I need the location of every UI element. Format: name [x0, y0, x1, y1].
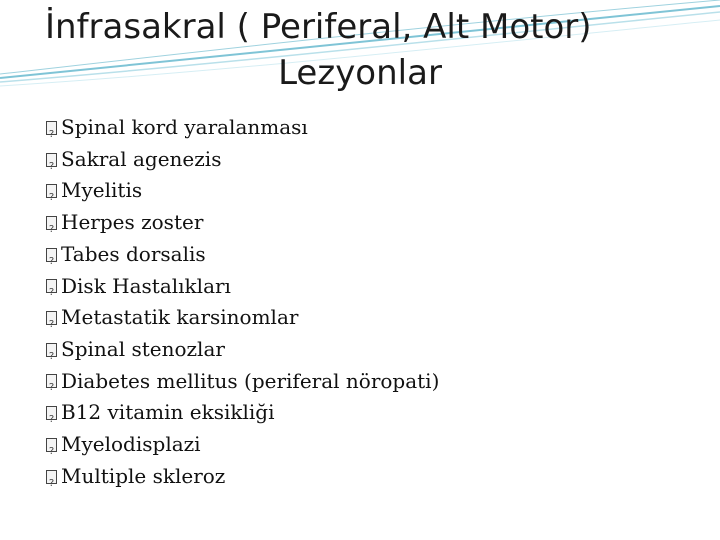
list-item-text: Tabes dorsalis [61, 241, 206, 266]
missing-glyph-box-icon [46, 184, 57, 198]
bullet-list [46, 112, 439, 492]
list-item [46, 429, 439, 461]
list-item [46, 397, 439, 429]
list-item-text: Spinal stenozlar [61, 336, 225, 361]
list-item-text: Spinal kord yaralanması [61, 115, 308, 139]
list-item [46, 112, 439, 144]
list-item [46, 366, 439, 398]
missing-glyph-box-icon [46, 470, 57, 484]
missing-glyph-box-icon [46, 216, 57, 230]
list-item-text: Sakral agenezis [61, 146, 222, 171]
list-item [46, 175, 439, 207]
missing-glyph-box-icon [46, 374, 57, 388]
slide-title [20, 4, 700, 96]
missing-glyph-box-icon [46, 153, 57, 167]
missing-glyph-box-icon [46, 343, 57, 357]
list-item [46, 461, 439, 493]
list-item [46, 271, 439, 303]
list-item [46, 239, 439, 271]
missing-glyph-box-icon [46, 121, 57, 135]
list-item-text: Multiple skleroz [61, 463, 226, 488]
list-item-text: Myelitis [61, 178, 143, 203]
list-item-text: Diabetes mellitus (periferal nöropati) [61, 368, 440, 393]
list-item [46, 144, 439, 176]
missing-glyph-box-icon [46, 248, 57, 262]
missing-glyph-box-icon [46, 311, 57, 325]
missing-glyph-box-icon [46, 406, 57, 420]
list-item-text: B12 vitamin eksikliği [61, 400, 275, 425]
title-line-1: İnfrasakral ( Periferal, Alt Motor) [45, 7, 592, 47]
title-line-2: Lezyonlar [278, 53, 442, 93]
missing-glyph-box-icon [46, 438, 57, 452]
list-item-text: Disk Hastalıkları [61, 273, 231, 298]
list-item-text: Herpes zoster [61, 210, 204, 235]
list-item [46, 334, 439, 366]
missing-glyph-box-icon [46, 279, 57, 293]
list-item [46, 207, 439, 239]
list-item-text: Myelodisplazi [61, 432, 201, 457]
list-item [46, 302, 439, 334]
list-item-text: Metastatik karsinomlar [61, 305, 299, 330]
